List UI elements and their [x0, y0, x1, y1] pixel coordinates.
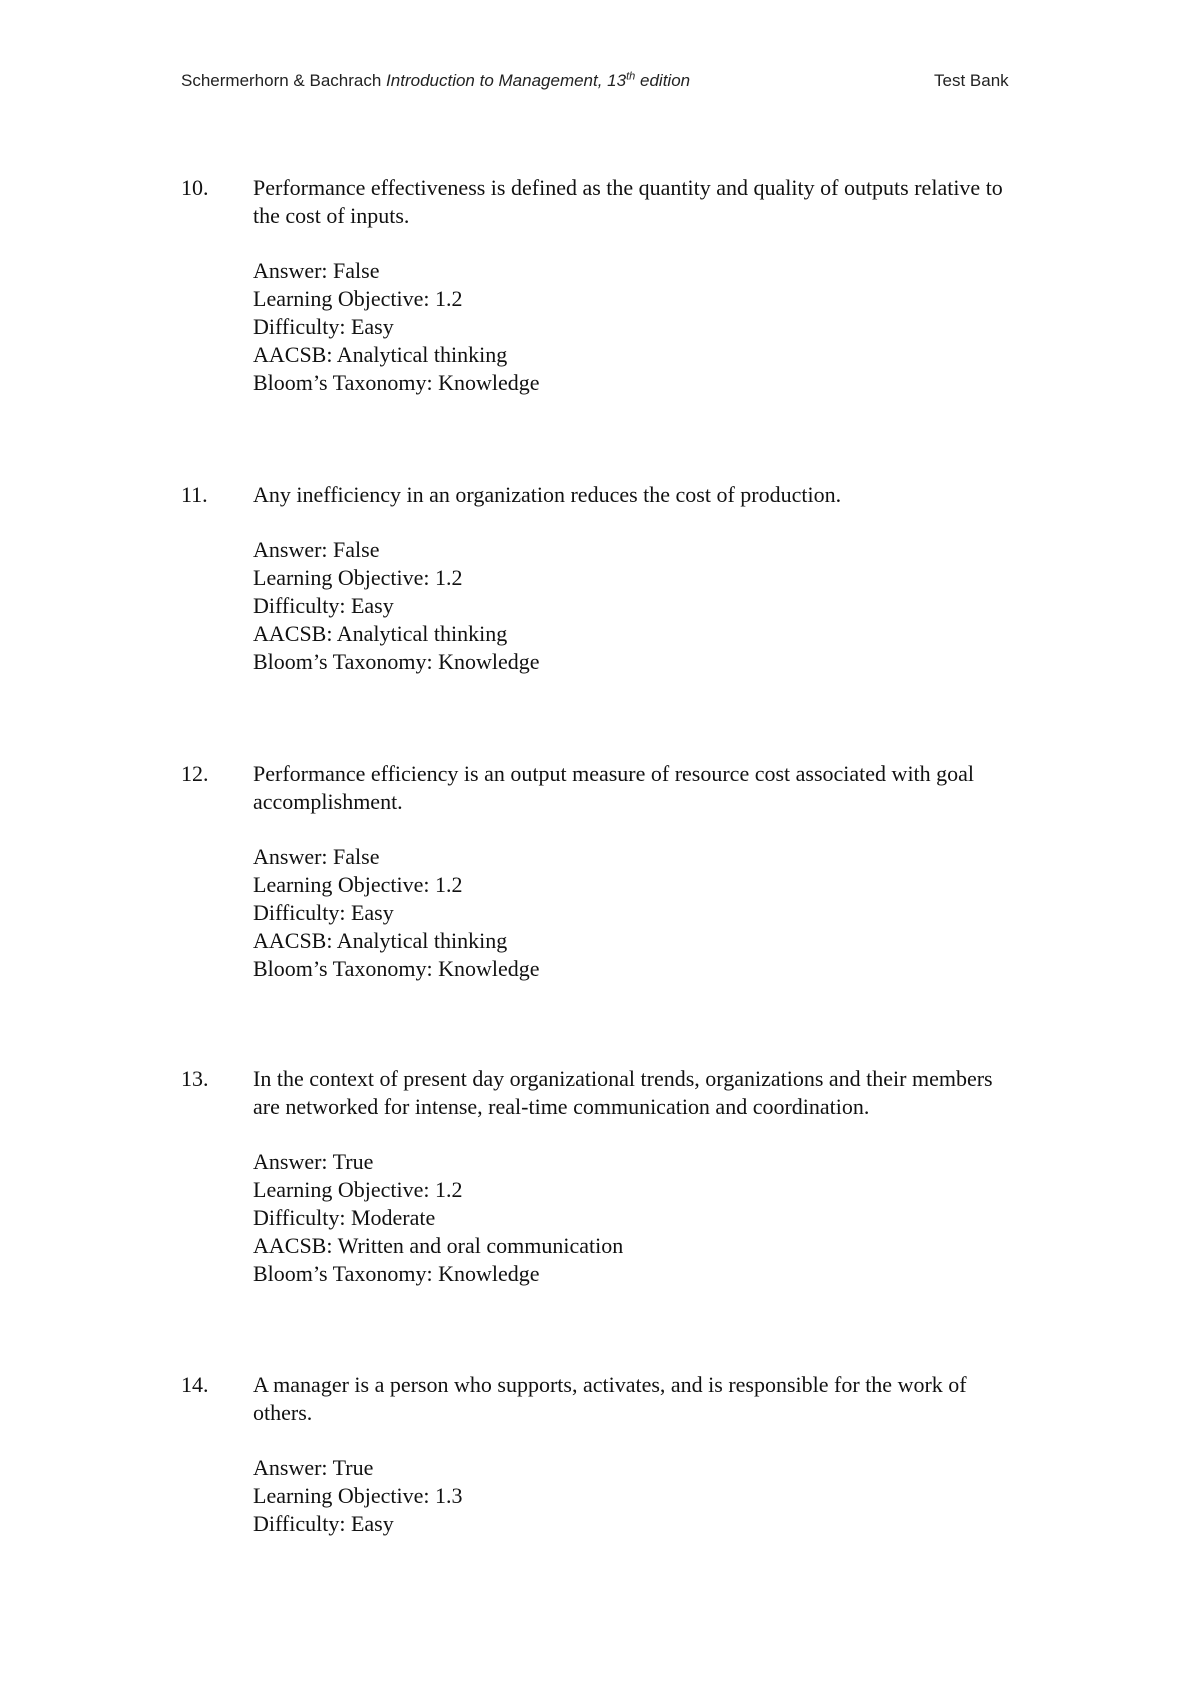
learning-objective: Learning Objective: 1.2 [253, 872, 463, 897]
difficulty: Difficulty: Easy [253, 593, 394, 618]
difficulty: Difficulty: Easy [253, 900, 394, 925]
header-book-info [181, 71, 690, 91]
header-authors: Schermerhorn & Bachrach [181, 71, 387, 90]
difficulty: Difficulty: Easy [253, 314, 394, 339]
aacsb: AACSB: Analytical thinking [253, 621, 508, 646]
header-edition-superscript: th [626, 70, 636, 83]
learning-objective: Learning Objective: 1.3 [253, 1483, 463, 1508]
question-metadata [253, 1148, 1083, 1288]
question-number: 11. [181, 482, 208, 507]
question-stem: Performance effectiveness is defined as the quantity and quality of outputs relative to the cost of inputs. [253, 175, 1003, 228]
question-number: 14. [181, 1372, 209, 1397]
header-book-title: Introduction to Management, 13th edition [386, 70, 691, 90]
question-stem: Any inefficiency in an organization reduces the cost of production. [253, 482, 842, 507]
blooms-taxonomy: Bloom’s Taxonomy: Knowledge [253, 1261, 540, 1286]
blooms-taxonomy: Bloom’s Taxonomy: Knowledge [253, 370, 540, 395]
difficulty: Difficulty: Moderate [253, 1205, 436, 1230]
question-metadata [253, 1454, 1083, 1538]
question-stem: In the context of present day organizational trends, organizations and their members are networked for intense, real-time communication and coordination. [253, 1066, 993, 1119]
aacsb: AACSB: Written and oral communication [253, 1233, 624, 1258]
answer: Answer: False [253, 537, 380, 562]
answer: Answer: True [253, 1455, 374, 1480]
question-number: 10. [181, 175, 209, 200]
question-metadata [253, 257, 1083, 397]
question-number: 13. [181, 1066, 209, 1091]
answer: Answer: False [253, 258, 380, 283]
answer: Answer: False [253, 844, 380, 869]
learning-objective: Learning Objective: 1.2 [253, 1177, 463, 1202]
question-stem: A manager is a person who supports, activates, and is responsible for the work of others. [253, 1372, 967, 1425]
question-stem: Performance efficiency is an output measure of resource cost associated with goal accomplishment. [253, 761, 975, 814]
aacsb: AACSB: Analytical thinking [253, 928, 508, 953]
aacsb: AACSB: Analytical thinking [253, 342, 508, 367]
question-number: 12. [181, 761, 209, 786]
learning-objective: Learning Objective: 1.2 [253, 286, 463, 311]
learning-objective: Learning Objective: 1.2 [253, 565, 463, 590]
blooms-taxonomy: Bloom’s Taxonomy: Knowledge [253, 649, 540, 674]
answer: Answer: True [253, 1149, 374, 1174]
blooms-taxonomy: Bloom’s Taxonomy: Knowledge [253, 956, 540, 981]
difficulty: Difficulty: Easy [253, 1511, 394, 1536]
question-metadata [253, 536, 1083, 676]
question-metadata [253, 843, 1083, 983]
header-test-bank-label: Test Bank [934, 71, 1009, 90]
